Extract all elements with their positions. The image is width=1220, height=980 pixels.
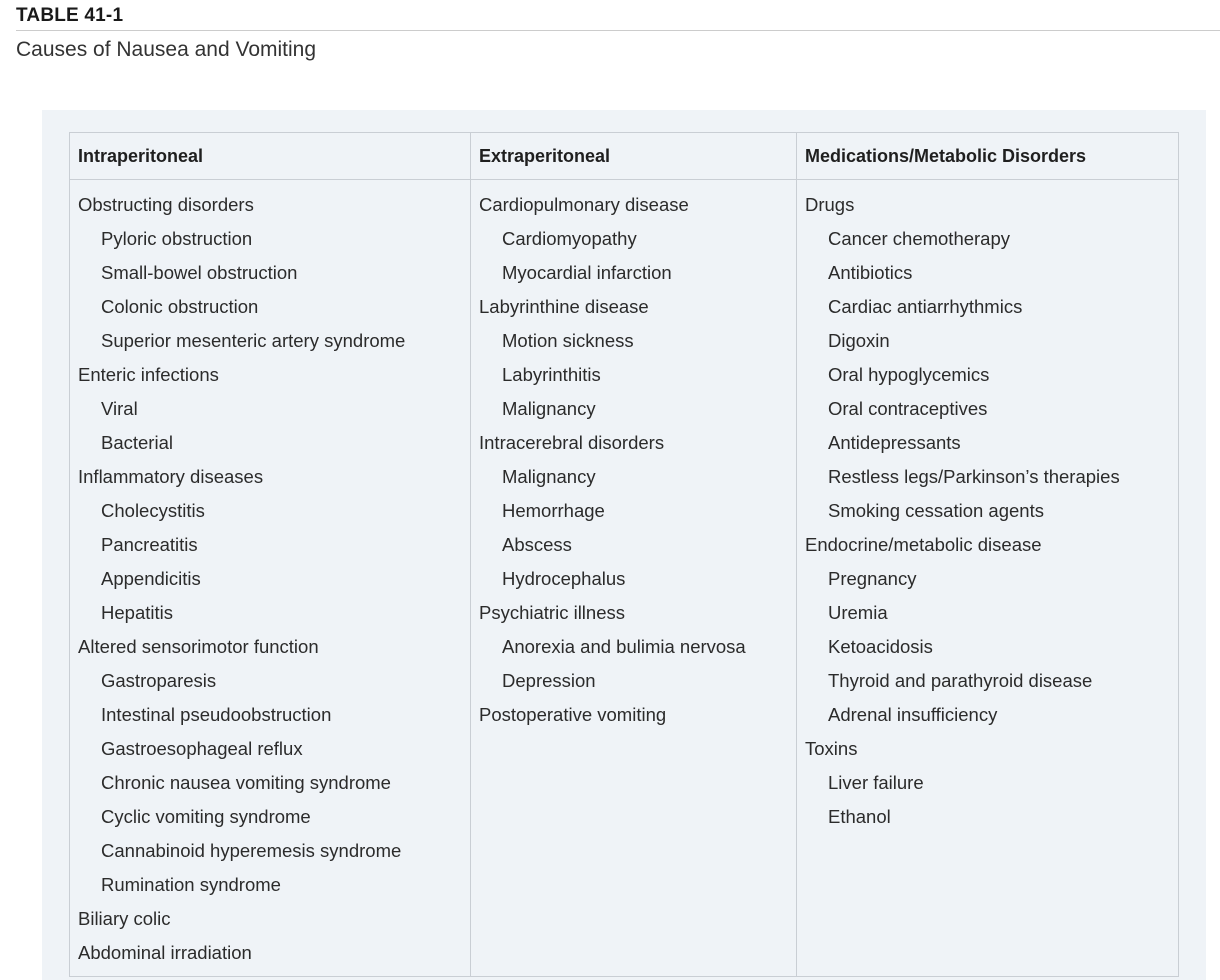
list-subitem: Cardiomyopathy [502,228,637,249]
causes-table [69,132,1179,977]
list-subitem: Adrenal insufficiency [828,704,998,725]
list-item-category: Endocrine/metabolic disease [805,534,1042,555]
list-subitem: Intestinal pseudoobstruction [101,704,332,725]
column-heading-extraperitoneal: Extraperitoneal [471,133,797,180]
table-body-row [70,180,1179,977]
column-cell-medications-metabolic [797,180,1179,977]
list-subitem: Colonic obstruction [101,296,259,317]
list-subitem: Hepatitis [101,602,173,623]
list-item-category: Obstructing disorders [78,194,254,215]
list-subitem: Oral hypoglycemics [828,364,990,385]
list-subitem: Cardiac antiarrhythmics [828,296,1023,317]
list-subitem: Labyrinthitis [502,364,601,385]
list-subitem: Abscess [502,534,572,555]
list-subitem: Hydrocephalus [502,568,626,589]
list-subitem: Pancreatitis [101,534,198,555]
list-subitem: Liver failure [828,772,924,793]
list-subitem: Ketoacidosis [828,636,933,657]
column-heading-medications-metabolic: Medications/Metabolic Disorders [797,133,1179,180]
list-item-category: Toxins [805,738,858,759]
list-subitem: Malignancy [502,398,596,419]
list-subitem: Ethanol [828,806,891,827]
list-subitem: Malignancy [502,466,596,487]
list-subitem: Superior mesenteric artery syndrome [101,330,406,351]
list-item-category: Biliary colic [78,908,171,929]
list-subitem: Cancer chemotherapy [828,228,1011,249]
list-subitem: Smoking cessation agents [828,500,1044,521]
list-item-category: Postoperative vomiting [479,704,667,725]
list-subitem: Motion sickness [502,330,634,351]
list-item-category: Enteric infections [78,364,219,385]
list-subitem: Gastroparesis [101,670,217,691]
list-subitem: Antidepressants [828,432,961,453]
list-item-category: Labyrinthine disease [479,296,649,317]
list-subitem: Rumination syndrome [101,874,281,895]
list-subitem: Pyloric obstruction [101,228,253,249]
list-subitem: Myocardial infarction [502,262,672,283]
list-item-category: Inflammatory diseases [78,466,264,487]
list-subitem: Hemorrhage [502,500,605,521]
list-subitem: Cyclic vomiting syndrome [101,806,311,827]
list-item-category: Altered sensorimotor function [78,636,319,657]
list-subitem: Gastroesophageal reflux [101,738,303,759]
table-header [16,4,1220,65]
list-subitem: Cannabinoid hyperemesis syndrome [101,840,402,861]
list-subitem: Digoxin [828,330,890,351]
list-subitem: Anorexia and bulimia nervosa [502,636,746,657]
table-title: Causes of Nausea and Vomiting [16,38,317,61]
table-panel [42,110,1206,980]
table-number-label: TABLE 41-1 [16,4,1220,31]
list-subitem: Chronic nausea vomiting syndrome [101,772,391,793]
column-heading-intraperitoneal: Intraperitoneal [70,133,471,180]
list-subitem: Restless legs/Parkinson’s therapies [828,466,1120,487]
list-item-category: Drugs [805,194,855,215]
list-subitem: Viral [101,398,138,419]
list-item-category: Psychiatric illness [479,602,625,623]
list-subitem: Thyroid and parathyroid disease [828,670,1093,691]
list-item-category: Cardiopulmonary disease [479,194,689,215]
list-subitem: Oral contraceptives [828,398,988,419]
list-subitem: Pregnancy [828,568,917,589]
list-item-category: Intracerebral disorders [479,432,665,453]
list-subitem: Uremia [828,602,888,623]
list-subitem: Bacterial [101,432,173,453]
list-subitem: Appendicitis [101,568,201,589]
table-header-row [70,133,1179,180]
list-subitem: Depression [502,670,596,691]
column-cell-intraperitoneal [70,180,471,977]
list-subitem: Cholecystitis [101,500,205,521]
list-item-category: Abdominal irradiation [78,942,252,963]
list-subitem: Small-bowel obstruction [101,262,298,283]
column-cell-extraperitoneal [471,180,797,977]
list-subitem: Antibiotics [828,262,913,283]
